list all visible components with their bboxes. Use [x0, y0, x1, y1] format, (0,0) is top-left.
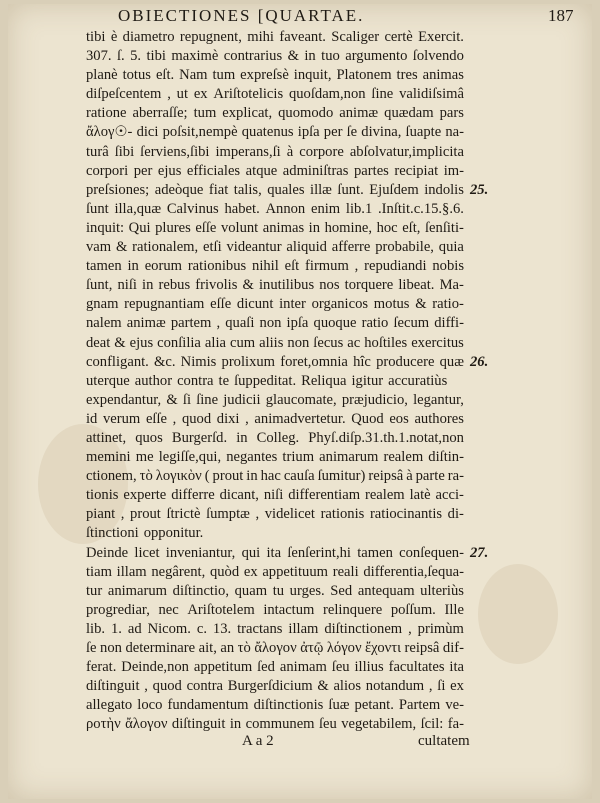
- text-line: id verum eſſe , quod dixi , animadvertetur. Quod eos authores: [86, 410, 464, 427]
- text-line: tiam illam negârent, quòd ex appetituum reali differentia,ſequa-: [86, 563, 464, 580]
- paper-stain: [478, 564, 558, 664]
- catchword: cultatem: [418, 733, 470, 749]
- text-line: ροτὴν ἄλογον diſtinguit in communem ſeu vegetabilem, ſcil: fa-: [86, 716, 464, 733]
- text-line: nalem animæ partem , quaſi non ipſa quoque ratio ſecum diffi-: [86, 315, 464, 332]
- text-line: piant , prout ſtrictè ſumptæ , videlicet rationis ratiocinantis di-: [86, 506, 464, 523]
- text-line: ſe non determinare ait, an τὸ ἄλογον ἀτῷ λόγον ἔχοντι reipsâ dif-: [86, 640, 464, 656]
- text-line: tibi è diametro repugnent, mihi faveant. Scaliger certè Exercit.: [86, 29, 464, 45]
- text-line: ferat. Deinde,non appetitum ſed animam ſeu illius facultates ita: [86, 659, 464, 676]
- text-line: turâ ſibi ſerviens,ſibi imperans,ſi à corpore abſolvatur,implicita: [86, 143, 464, 160]
- text-line: ctionem, τὸ λογικὸν ( prout in hac cauſa ſumitur) reipsâ à parte ra-: [86, 468, 464, 485]
- margin-number: 26.: [470, 353, 489, 370]
- running-head: OBIECTIONES [QUARTAE.: [118, 6, 365, 25]
- text-line: vam & rationalem, etſi videantur aliquid afferre probabile, quia: [86, 239, 464, 256]
- text-line: ſunt, niſi in rebus frivolis & inutilibus nos torquere libeat. Ma-: [86, 277, 464, 294]
- margin-number: 25.: [470, 181, 489, 198]
- page-header: [0, 6, 600, 28]
- text-line: uterque author contra te ſuppeditat. Reliqua igitur accuratiùs: [86, 372, 448, 389]
- text-line: preſsiones; adeòque fiat talis, quales illæ ſunt. Ejuſdem indolis 25.: [86, 181, 464, 200]
- text-line: progrediar, nec Ariſtotelem intactum relinquere poſſum. Ille: [86, 601, 464, 618]
- text-line: planè totus eſt. Nam tum expreſsè inquit, Platonem tres animas: [86, 67, 464, 84]
- signature-mark: A a 2: [242, 733, 274, 749]
- text-line: corpori per ejus efficiales atque adminiſtras partes recipiat im-: [86, 162, 464, 179]
- text-line: attinet, quos Burgerſd. in Colleg. Phyſ.diſp.31.th.1.notat,non: [86, 429, 464, 446]
- text-line: inquit: Qui plures eſſe volunt animas in homine, hoc eſt, ſenſiti-: [86, 219, 464, 236]
- text-line: ſtinctioni opponitur.: [86, 525, 204, 542]
- text-line: tamen in eorum rationibus nihil eſt firmum , repudiandi nobis: [86, 258, 464, 275]
- text-line: diſpeſcentem , ut ex Ariſtotelicis quoſdam,non ſine validiſsimâ: [86, 86, 464, 103]
- text-line: memini me legiſſe,qui, negantes trium animarum realem diſtin-: [86, 449, 464, 466]
- text-line: confligant. &c. Nimis prolixum foret,omnia hîc producere quæ 26.: [86, 353, 464, 372]
- text-line: Deinde licet inveniantur, qui ita ſenſerint,hi tamen conſequen- 27.: [86, 544, 464, 563]
- text-line: gnam repugnantiam eſſe dicunt inter organicos motus & ratio-: [86, 296, 464, 313]
- text-block: [86, 28, 489, 734]
- text-line: tur animarum diſtinctio, quam tu urges. Sed antequam ulteriùs: [86, 582, 464, 599]
- text-line: 307. ſ. 5. tibi maximè contrarius & in tuo argumento ſolvendo: [86, 48, 464, 65]
- text-line: ratione aberraſſe; tum explicat, quomodo animæ quædam pars: [86, 105, 464, 122]
- margin-number: 27.: [470, 544, 489, 561]
- text-line: expendantur, & ſi ſine judicii glaucomate, præjudicio, legantur,: [86, 391, 464, 408]
- text-line: tionis experte differre dicant, niſi differentiam realem latè acci-: [86, 487, 464, 504]
- text-line: ſunt illa,quæ Calvinus habet. Annon enim lib.1 .Inſtit.c.15.§.6.: [86, 200, 464, 217]
- text-line: allegato loco fundamentum diſtinctionis ſuæ petant. Partem ve-: [86, 697, 464, 714]
- text-line: diſtinguit , quod contra Burgerſdicium & alios notandum , ſi ex: [86, 678, 464, 695]
- page-number: 187: [548, 6, 574, 25]
- text-line: lib. 1. ad Nicom. c. 13. tractans illam diſtinctionem , primùm: [86, 620, 464, 637]
- text-line: deat & ejus conſilia alia cum aliis non ſecus ac hoſtiles exercitus: [86, 334, 464, 351]
- page-footer: [0, 733, 600, 755]
- text-line: ἄλογ☉- dici poſsit,nempè quatenus ipſa per ſe divina, ſuapte na-: [86, 124, 464, 141]
